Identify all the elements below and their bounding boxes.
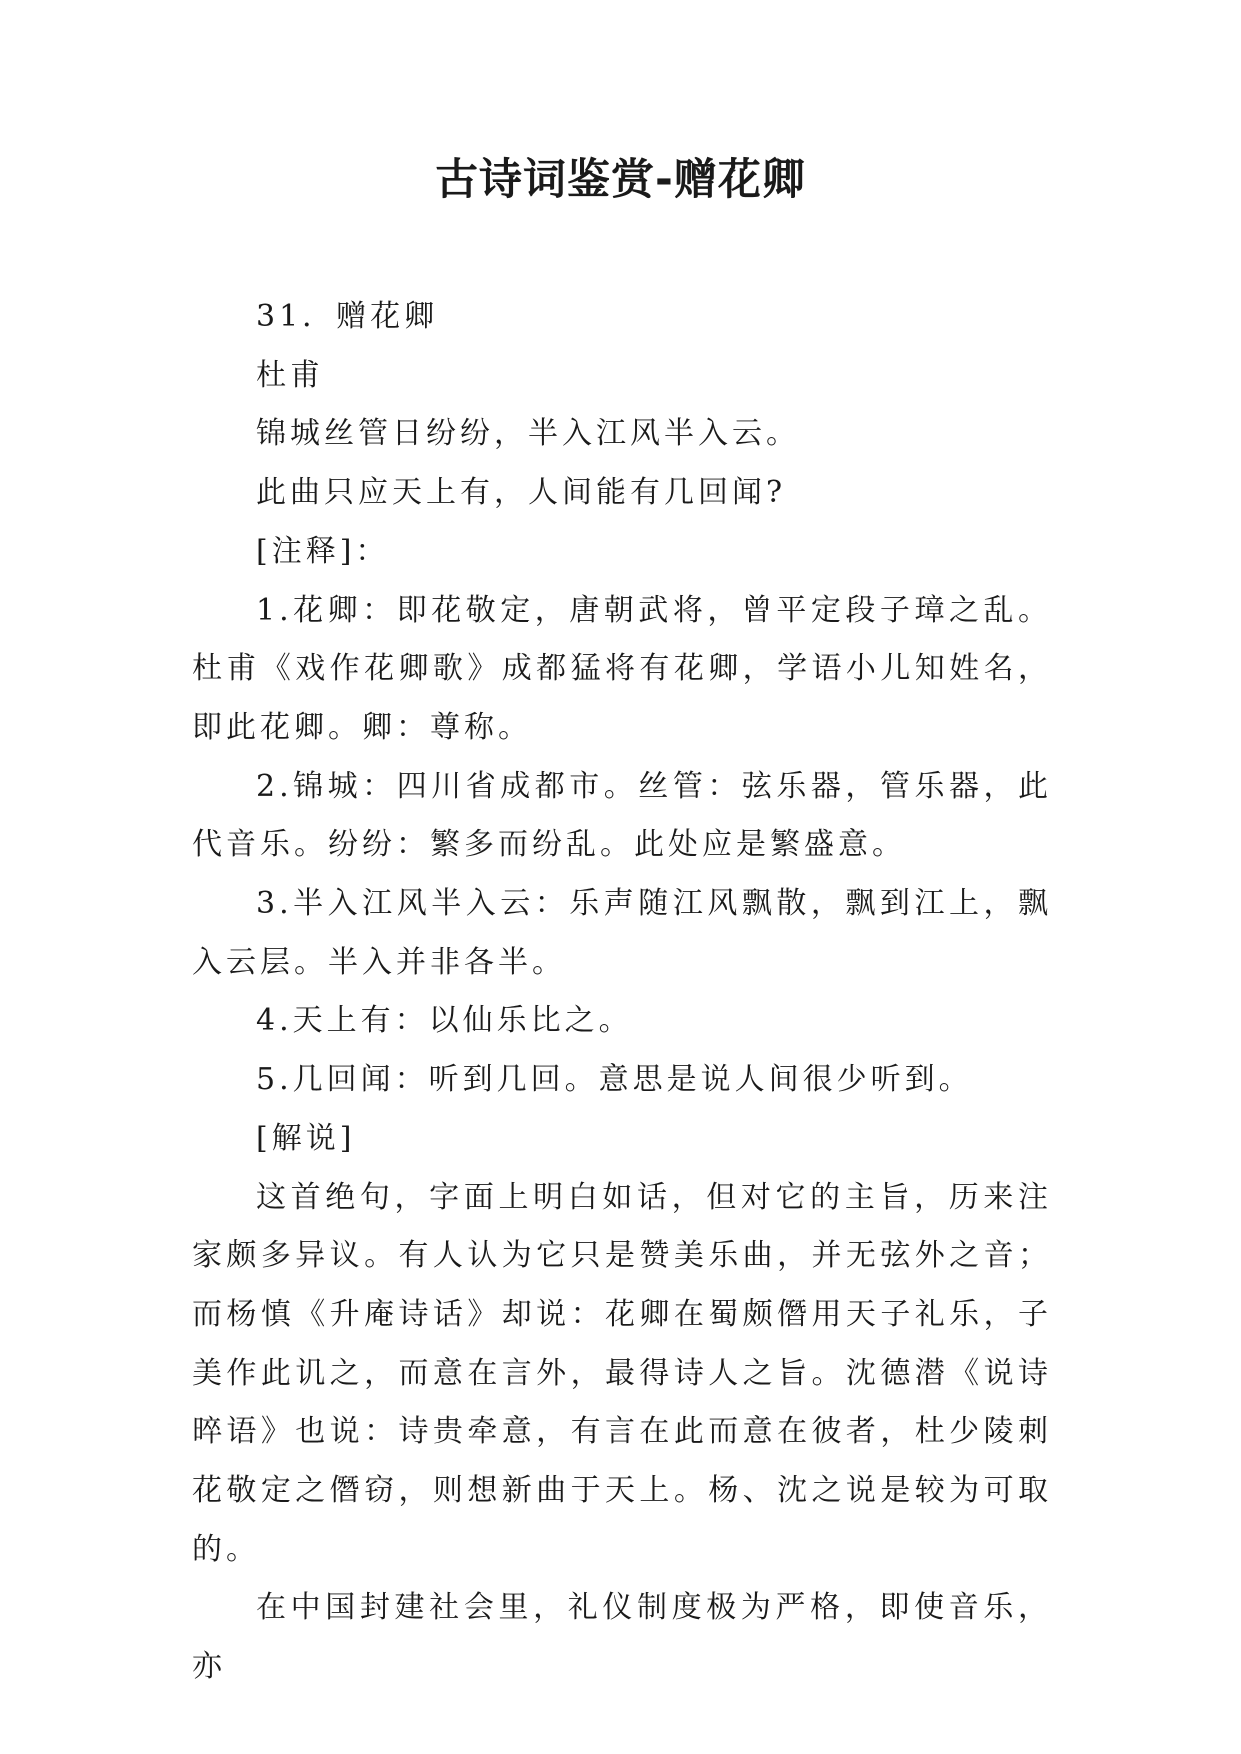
annotation-item: 2.锦城：四川省成都市。丝管：弦乐器，管乐器，此代音乐。纷纷：繁多而纷乱。此处应是繁盛意。 xyxy=(192,768,1052,863)
poem-line: 锦城丝管日纷纷，半入江风半入云。 xyxy=(256,416,800,452)
poem-author: 杜甫 xyxy=(256,357,324,393)
annotation-item: 1.花卿：即花敬定，唐朝武将，曾平定段子璋之乱。杜甫《戏作花卿歌》成都猛将有花卿，学语小儿知姓名，即此花卿。卿：尊称。 xyxy=(192,592,1052,745)
annotation-heading: [注释]： xyxy=(256,533,390,569)
commentary-paragraph: 在中国封建社会里，礼仪制度极为严格，即使音乐，亦 xyxy=(192,1590,1052,1685)
commentary-heading: [解说] xyxy=(256,1120,356,1156)
poem-heading: 31．赠花卿 xyxy=(256,299,439,334)
annotation-item: 4.天上有：以仙乐比之。 xyxy=(256,1003,633,1039)
annotation-item: 5.几回闻：听到几回。意思是说人间很少听到。 xyxy=(256,1062,973,1098)
commentary-paragraph: 这首绝句，字面上明白如话，但对它的主旨，历来注家颇多异议。有人认为它只是赞美乐曲，并无弦外之音；而杨慎《升庵诗话》却说：花卿在蜀颇僭用天子礼乐，子美作此讥之，而意在言外，最得诗人之旨。沈德潜《说诗晬语》也说：诗贵牵意，有言在此而意在彼者，杜少陵刺花敬定之僭窃，则想新曲于天上。杨、沈之说是较为可取的。 xyxy=(192,1179,1052,1567)
page-title: 古诗词鉴赏-赠花卿 xyxy=(435,155,806,205)
poem-line: 此曲只应天上有，人间能有几回闻? xyxy=(256,475,787,511)
document-body xyxy=(192,288,1052,1697)
annotation-item: 3.半入江风半入云：乐声随江风飘散，飘到江上，飘入云层。半入并非各半。 xyxy=(192,886,1052,980)
